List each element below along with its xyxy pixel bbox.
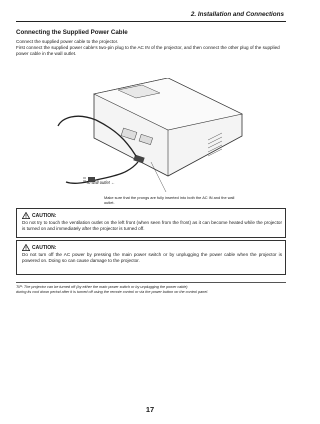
intro-paragraph-1: Connect the supplied power cable to the projector. xyxy=(16,39,119,44)
caution-box xyxy=(16,240,286,275)
tip-line: during its cool down period after it is turned off using the remote control or via the power button on the control panel. xyxy=(16,290,209,294)
tip-line: TIP: The projector can be turned off (by either the main power switch or by unplugging the power cable) xyxy=(16,285,188,289)
warning-triangle-icon xyxy=(22,244,30,251)
wall-outlet-label: To wall outlet ← xyxy=(86,180,115,185)
warning-triangle-icon xyxy=(22,212,30,219)
caution-text: Do not try to touch the ventilation outlet on the left front (when seen from the front) as it can become heated while the projector is turned on and immediately after the projector is turned off. xyxy=(22,220,282,231)
tip-divider xyxy=(16,282,286,283)
projector-illustration xyxy=(56,78,246,196)
intro-paragraph-2: First connect the supplied power cable’s two-pin plug to the AC IN of the projector, and then connect the other plug of the supplied power cable in the wall outlet. xyxy=(16,45,280,56)
header-divider xyxy=(16,21,286,22)
caution-heading: CAUTION: xyxy=(32,244,57,251)
caution-text: Do not turn off the AC power by pressing the main power switch or by unplugging the power cable when the projector is powered on. Doing so can cause damage to the projector. xyxy=(22,252,282,263)
section-title: Connecting the Supplied Power Cable xyxy=(16,29,128,36)
tip-note xyxy=(16,285,288,295)
chapter-title: 2. Installation and Connections xyxy=(190,11,284,18)
figure-caption: Make sure that the prongs are fully inserted into both the AC IN and the wall outlet. xyxy=(104,195,235,205)
page-number: 17 xyxy=(145,405,155,414)
caution-box xyxy=(16,208,286,238)
caution-heading: CAUTION: xyxy=(32,212,57,219)
